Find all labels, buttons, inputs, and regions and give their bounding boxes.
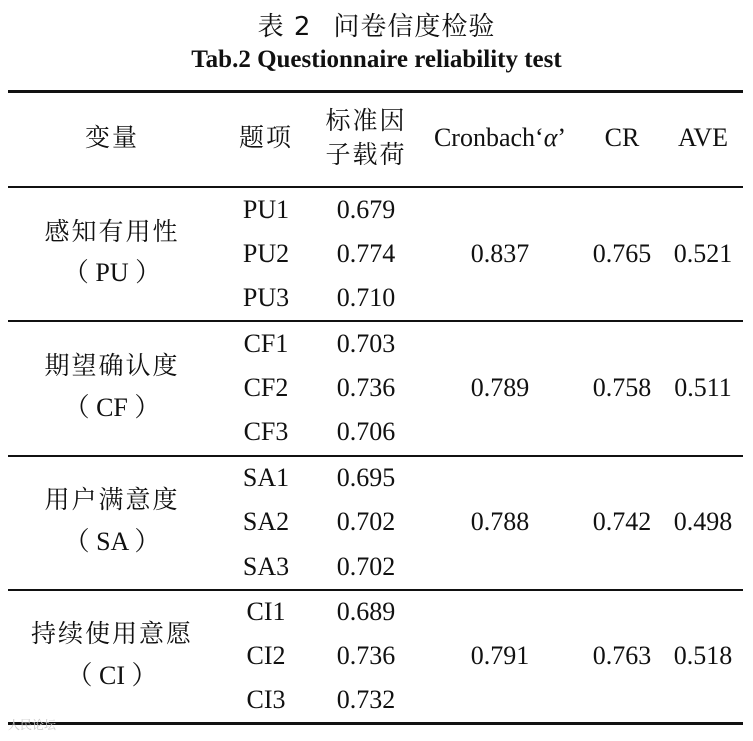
header-item: 题项 (238, 123, 294, 152)
group-ave: 0.518 (673, 641, 733, 670)
table-bottom-rule (8, 722, 743, 725)
header-loading-line2: 子载荷 (325, 140, 407, 169)
item-code: PU2 (242, 239, 290, 268)
header-ave: AVE (677, 123, 729, 152)
header-cronbach-alpha (434, 123, 566, 153)
group-alpha: 0.837 (470, 239, 530, 268)
group-abbr: （ SA ） (63, 527, 161, 556)
header-bottom-rule (8, 186, 743, 188)
group-divider-3 (8, 589, 743, 591)
header-loading (325, 104, 406, 172)
group-abbr: （ CI ） (66, 661, 158, 690)
header-alpha-prefix: Cronbach‘ (433, 123, 544, 152)
item-loading: 0.702 (336, 552, 396, 581)
group-name: 期望确认度 (44, 351, 180, 380)
group-abbr: （ CF ） (63, 393, 161, 422)
item-code: CI1 (246, 597, 286, 626)
item-loading: 0.695 (336, 463, 396, 492)
group-ave: 0.498 (673, 507, 733, 536)
group-cr: 0.763 (592, 641, 652, 670)
header-loading-line1: 标准因 (325, 106, 407, 135)
item-loading: 0.732 (336, 685, 396, 714)
item-code: PU1 (242, 195, 290, 224)
item-loading: 0.774 (336, 239, 396, 268)
group-cr: 0.742 (592, 507, 652, 536)
group-alpha: 0.789 (470, 373, 530, 402)
table-caption-cn (0, 6, 753, 43)
group-cr: 0.765 (592, 239, 652, 268)
item-code: PU3 (242, 283, 290, 312)
item-loading: 0.706 (336, 417, 396, 446)
group-name: 感知有用性 (44, 217, 180, 246)
item-loading: 0.689 (336, 597, 396, 626)
item-loading: 0.710 (336, 283, 396, 312)
group-cr: 0.758 (592, 373, 652, 402)
item-loading: 0.736 (336, 641, 396, 670)
group-name: 持续使用意愿 (30, 619, 194, 648)
header-cr: CR (604, 123, 640, 152)
table-title-cn: 问卷信度检验 (333, 12, 496, 42)
group-ave: 0.521 (673, 239, 733, 268)
item-loading: 0.703 (336, 329, 396, 358)
item-loading: 0.679 (336, 195, 396, 224)
header-alpha-symbol: α (543, 123, 558, 152)
item-code: CI3 (246, 685, 286, 714)
group-divider-1 (8, 320, 743, 322)
table-title-en: Tab.2 Questionnaire reliability test (191, 46, 562, 73)
item-code: SA3 (242, 552, 290, 581)
item-code: CF1 (243, 329, 289, 358)
item-code: SA1 (242, 463, 290, 492)
item-code: CI2 (246, 641, 286, 670)
item-code: CF3 (243, 417, 289, 446)
table-top-rule (8, 90, 743, 93)
item-loading: 0.736 (336, 373, 396, 402)
item-code: SA2 (242, 507, 290, 536)
header-alpha-suffix: ’ (557, 123, 567, 152)
watermark: 人民论坛 (8, 718, 57, 732)
group-ave: 0.511 (674, 373, 732, 402)
item-loading: 0.702 (336, 507, 396, 536)
group-alpha: 0.791 (470, 641, 530, 670)
group-name: 用户满意度 (44, 485, 180, 514)
header-variable: 变量 (84, 123, 140, 152)
group-divider-2 (8, 455, 743, 457)
item-code: CF2 (243, 373, 289, 402)
group-abbr: （ PU ） (62, 258, 162, 287)
table-number: 表 2 (257, 12, 312, 42)
group-alpha: 0.788 (470, 507, 530, 536)
